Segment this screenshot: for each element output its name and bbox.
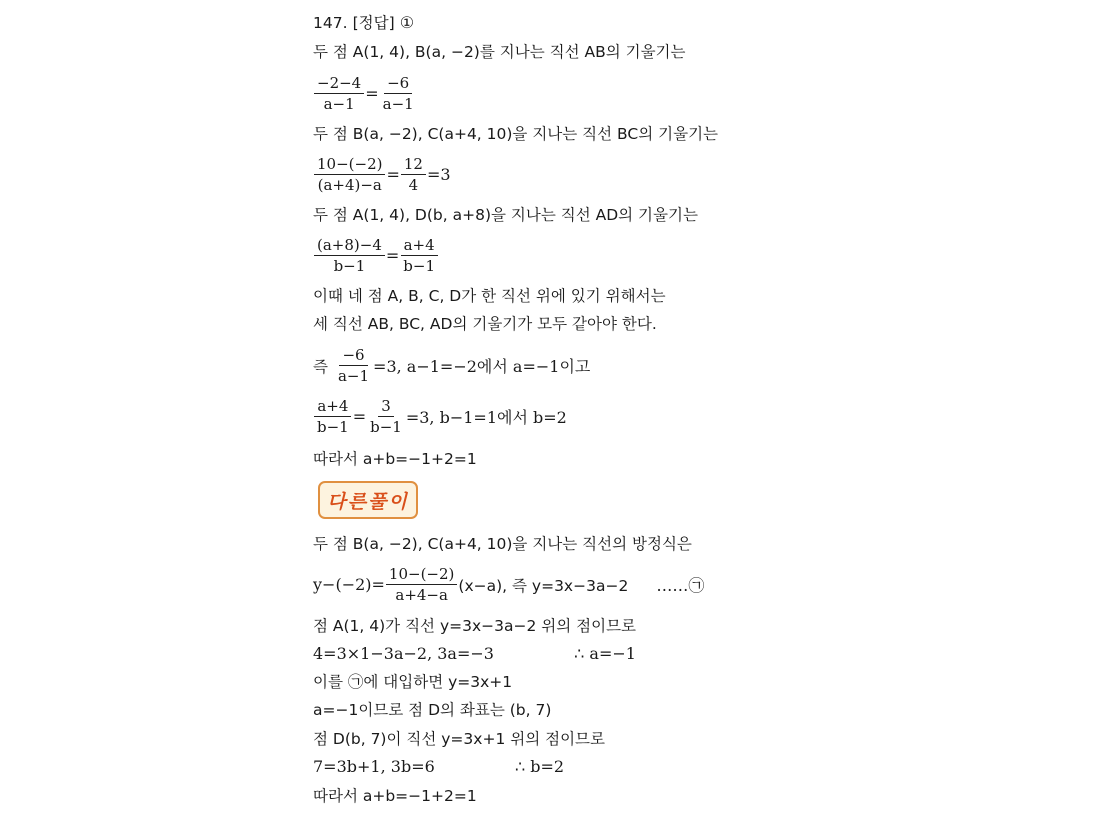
line-solve-a [313,644,636,664]
line-point-d-on-line: 점 D(b, 7)이 직선 y=3x+1 위의 점이므로 [313,730,605,748]
denominator: b−1 [333,257,366,275]
fraction [314,397,352,436]
line-slope-ab: 두 점 A(1, 4), B(a, −2)를 지나는 직선 AB의 기울기는 [313,43,686,61]
equation-solve-a [313,346,590,385]
denominator: a−1 [382,95,414,113]
numerator: (a+8)−4 [314,236,385,256]
lead-text: 즉 [313,357,328,376]
equals-sign: = [352,407,367,426]
equals-sign: = [385,246,400,265]
line-substitute: 이를 ㉠에 대입하면 y=3x+1 [313,673,513,691]
fraction [367,397,405,436]
numerator: −2−4 [314,74,364,94]
fraction [386,565,457,604]
numerator: −6 [384,74,412,94]
result-text: =3 [426,165,451,184]
line-equal-slopes: 세 직선 AB, BC, AD의 기울기가 모두 같아야 한다. [313,315,657,333]
equation-text: 4=3×1−3a−2, 3a=−3 [313,644,494,663]
therefore-text: ∴ b=2 [514,757,565,776]
numerator: a+4 [401,236,438,256]
line-conclusion: 따라서 a+b=−1+2=1 [313,450,477,468]
fraction [314,155,385,194]
line-slope-ad: 두 점 A(1, 4), D(b, a+8)을 지나는 직선 AD의 기울기는 [313,206,698,224]
answer-choice: ① [399,13,415,32]
numerator: 12 [401,155,426,175]
answer-header [313,13,414,33]
equation-solve-b [313,397,567,436]
denominator: b−1 [370,418,402,436]
equation-marker: ……㉠ [656,576,705,595]
fraction-slope-bc [313,155,451,194]
line-line-equation-intro: 두 점 B(a, −2), C(a+4, 10)을 지나는 직선의 방정식은 [313,535,692,553]
denominator: b−1 [403,257,435,275]
numerator: 10−(−2) [386,565,457,585]
fraction [314,236,385,275]
numerator: 3 [378,397,394,417]
denominator: a−1 [323,95,355,113]
fraction [380,74,417,113]
problem-number: 147. [313,14,348,32]
badge-label: 다른풀이 [327,490,409,513]
line-collinear-condition: 이때 네 점 A, B, C, D가 한 직선 위에 있기 위해서는 [313,287,666,305]
equals-sign: = [365,84,379,103]
result-text: =3, b−1=1에서 b=2 [405,408,567,427]
denominator: 4 [408,176,419,194]
line-solve-b [313,757,564,777]
line-point-d-coords: a=−1이므로 점 D의 좌표는 (b, 7) [313,701,552,719]
fraction [314,74,364,113]
fraction-slope-ab [313,74,418,113]
alternate-solution-badge [318,481,418,519]
fraction [335,346,372,385]
result-text: =3, a−1=−2에서 a=−1이고 [373,357,591,376]
fraction [400,236,438,275]
numerator: a+4 [314,397,351,417]
equals-sign: = [386,165,400,184]
line-final-answer: 따라서 a+b=−1+2=1 [313,787,477,805]
denominator: (a+4)−a [317,176,382,194]
result-text: (x−a), 즉 y=3x−3a−2 [458,576,629,595]
numerator: −6 [339,346,367,366]
therefore-text: ∴ a=−1 [574,644,636,663]
equation-text: 7=3b+1, 3b=6 [313,757,435,776]
lead-text: y−(−2)= [313,575,385,594]
line-point-a-on-line: 점 A(1, 4)가 직선 y=3x−3a−2 위의 점이므로 [313,617,637,635]
denominator: a−1 [337,367,370,385]
denominator: b−1 [317,418,349,436]
fraction [401,155,426,194]
numerator: 10−(−2) [314,155,385,175]
answer-tag: [정답] [352,14,395,32]
fraction-slope-ad [313,236,439,275]
line-equation [313,565,704,604]
line-slope-bc: 두 점 B(a, −2), C(a+4, 10)을 지나는 직선 BC의 기울기는 [313,125,719,143]
denominator: a+4−a [395,586,448,604]
